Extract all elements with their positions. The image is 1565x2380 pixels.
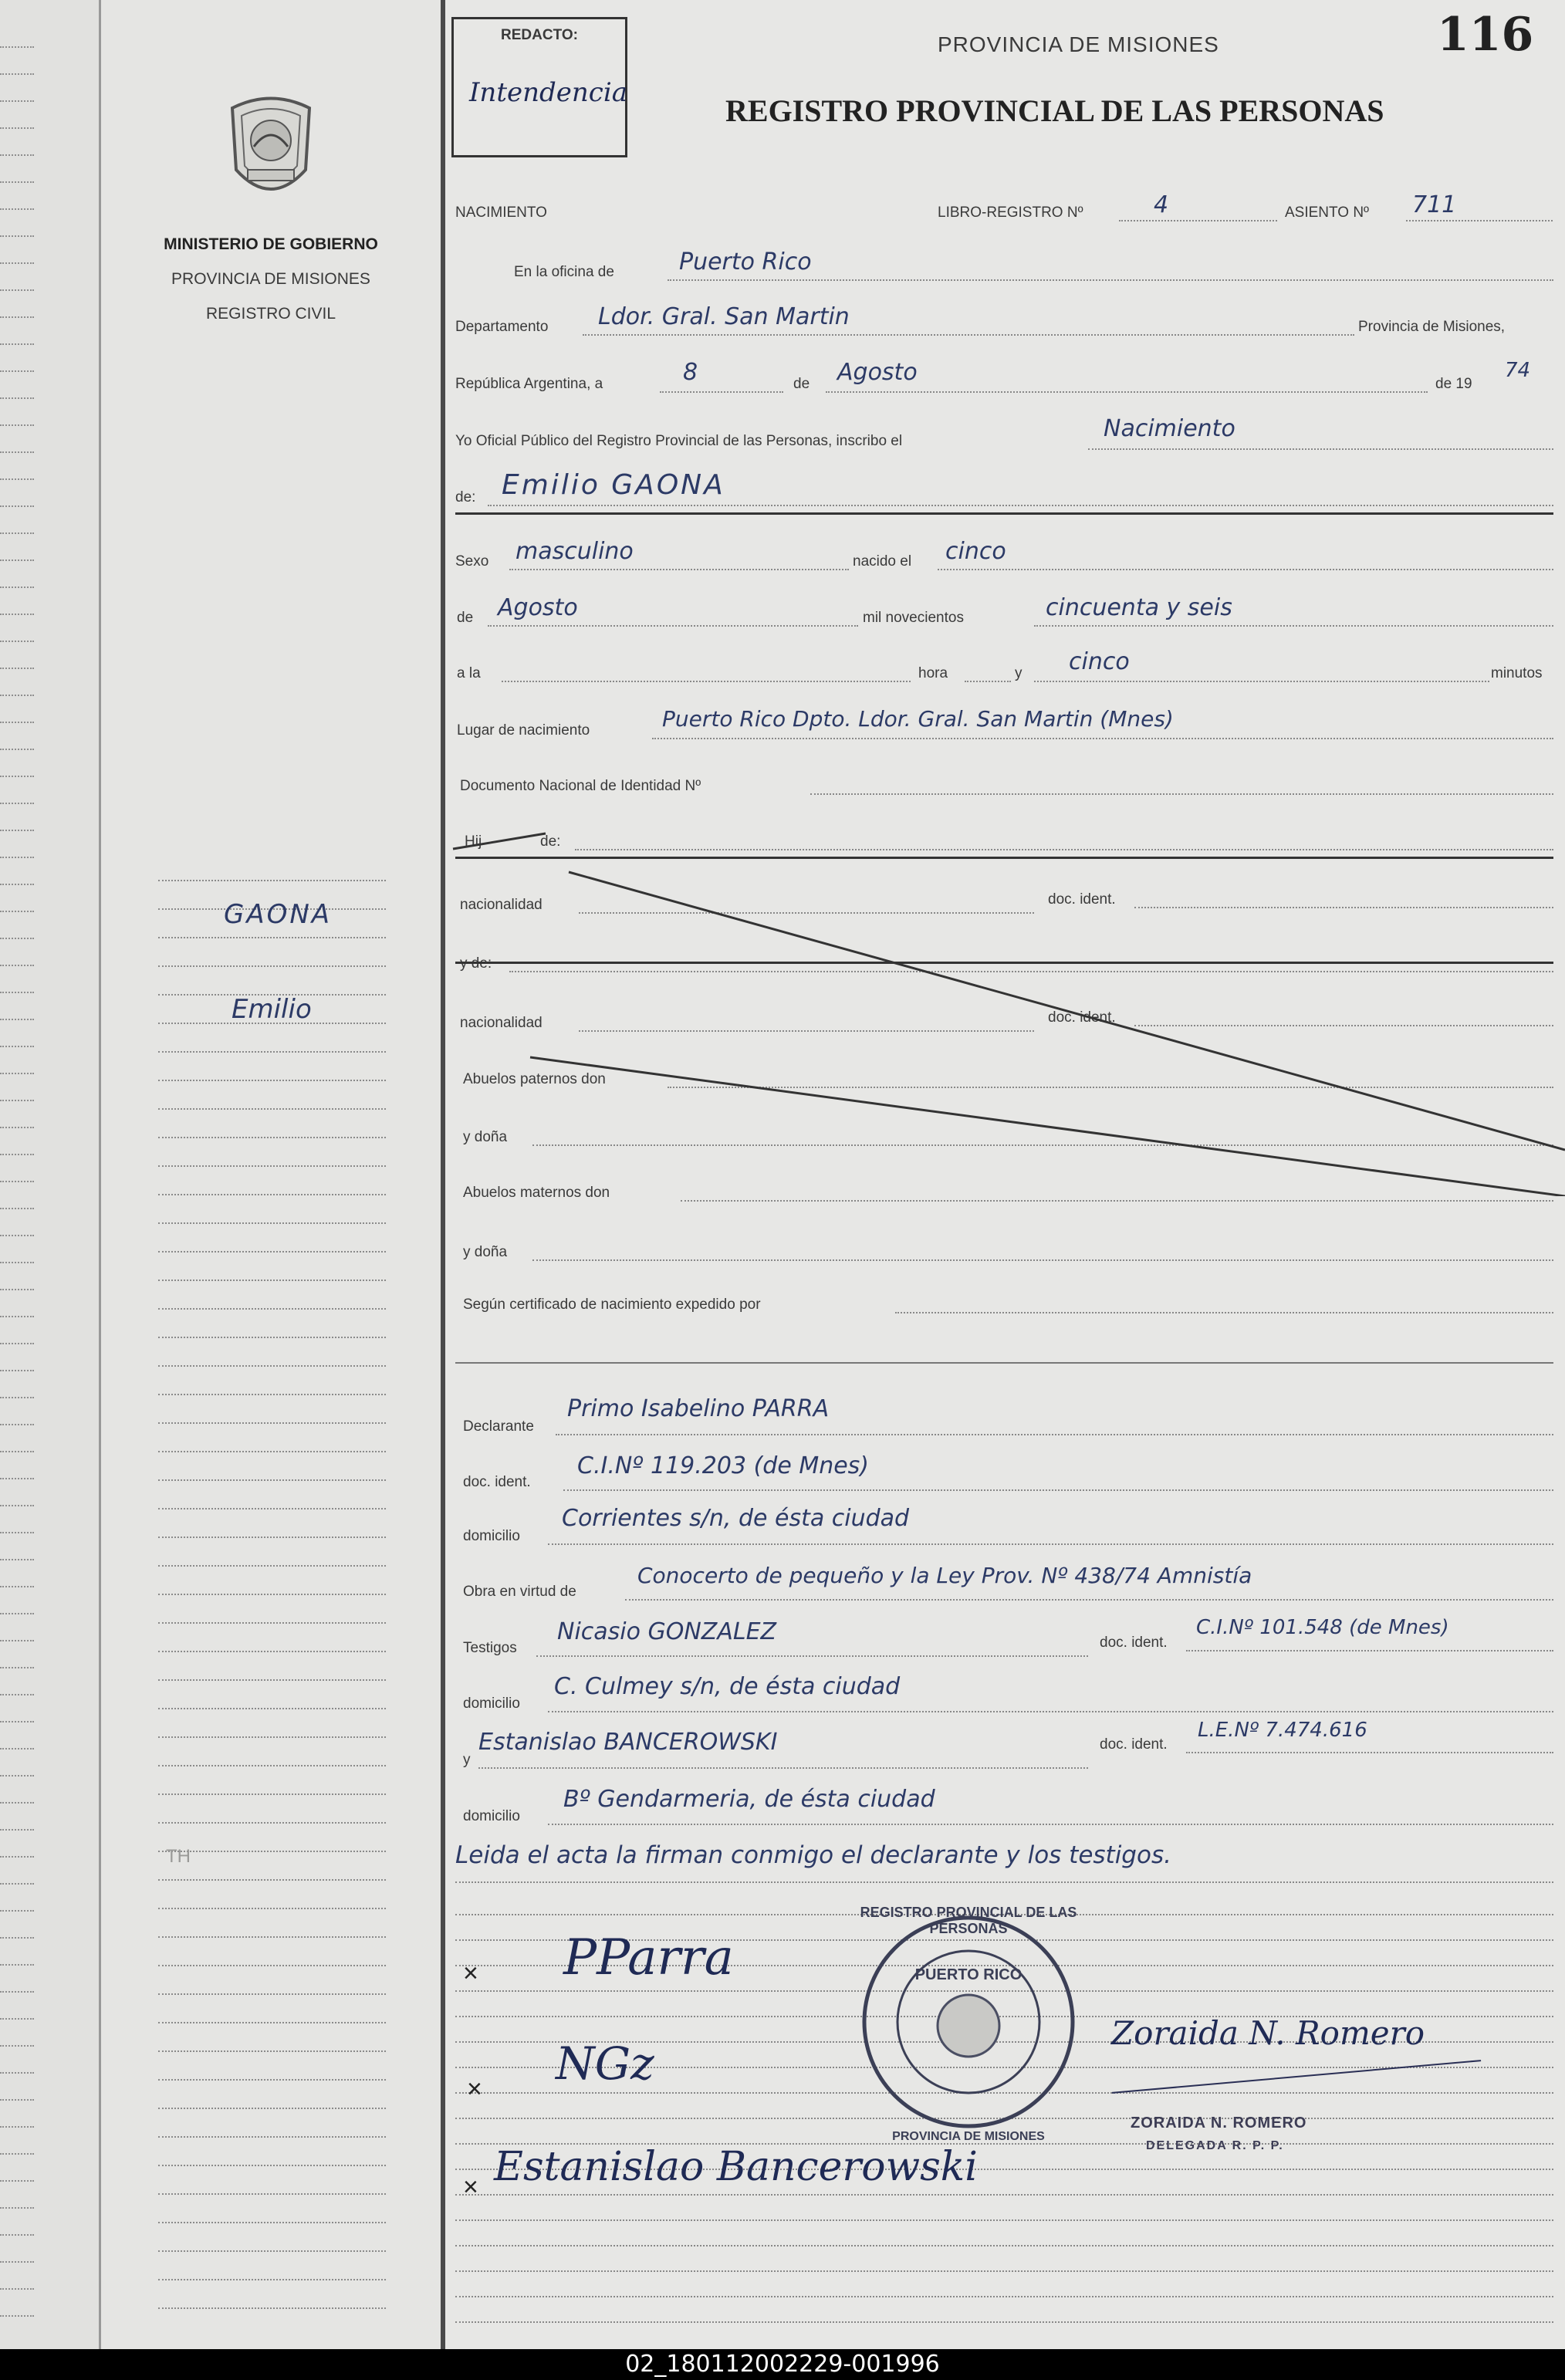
de-label: de (793, 376, 810, 392)
domicilio-label: domicilio (463, 1528, 520, 1544)
left-panel-row (158, 2279, 386, 2280)
left-panel-row (158, 1222, 386, 1224)
stub-row (0, 2180, 34, 2182)
redacto-signature: Intendencia (469, 77, 627, 108)
left-panel-row (158, 2307, 386, 2309)
stub-row (0, 614, 34, 615)
stub-row (0, 316, 34, 318)
sexo-label: Sexo (455, 553, 489, 570)
stub-row (0, 1073, 34, 1074)
coat-of-arms-icon (225, 93, 317, 208)
anio-value: 74 (1505, 359, 1531, 382)
left-panel-row (158, 1422, 386, 1424)
signature-testigo-2: Estanislao Bancerowski (494, 2144, 978, 2190)
stub-row (0, 749, 34, 750)
left-panel-row (158, 880, 386, 881)
left-panel-row (158, 1251, 386, 1253)
ydona-label: y doña (463, 1129, 508, 1145)
nacionalidad2-label: nacionalidad (460, 1015, 543, 1031)
stub-row (0, 46, 34, 48)
stub-row (0, 2072, 34, 2074)
stub-row (0, 1937, 34, 1939)
registry-title: REGISTRO PROVINCIAL DE LAS PERSONAS (725, 93, 1384, 128)
de-nombre-label: de: (455, 489, 476, 505)
libro-label: LIBRO-REGISTRO Nº (938, 205, 1083, 221)
stub-row (0, 1208, 34, 1209)
mes-value: Agosto (837, 359, 918, 386)
stub-row (0, 1910, 34, 1912)
minutos-value: cinco (1069, 648, 1130, 675)
departamento-label: Departamento (455, 319, 549, 335)
abuelos-p-label: Abuelos paternos don (463, 1071, 606, 1087)
doc-ident4-label: doc. ident. (1100, 1635, 1168, 1651)
stub-row (0, 343, 34, 345)
mil-label: mil novecientos (863, 610, 964, 626)
nombre-value: Emilio GAONA (502, 469, 725, 501)
stub-row (0, 1046, 34, 1047)
stub-row (0, 1667, 34, 1668)
doc-ident2-label: doc. ident. (1048, 1009, 1116, 1026)
left-panel-row (158, 1965, 386, 1966)
stub-row (0, 1019, 34, 1020)
stub-row (0, 1964, 34, 1966)
stub-row (0, 1316, 34, 1317)
stub-row (0, 776, 34, 777)
domicilio2-value: C. Culmey s/n, de ésta ciudad (554, 1673, 901, 1700)
left-panel-row (158, 1337, 386, 1338)
stub-row (0, 505, 34, 507)
official-name: ZORAIDA N. ROMERO (1131, 2115, 1307, 2132)
stub-row (0, 1478, 34, 1479)
ydona2-label: y doña (463, 1244, 508, 1260)
page-number: 116 (1437, 8, 1534, 62)
official-signature: Zoraida N. Romero (1111, 2014, 1425, 2052)
dni-label: Documento Nacional de Identidad Nº (460, 778, 701, 794)
province-label: PROVINCIA DE MISIONES (171, 270, 370, 288)
y-label: y (1015, 665, 1022, 681)
stub-row (0, 2018, 34, 2020)
left-panel-row (158, 1108, 386, 1110)
oficial-text: Yo Oficial Público del Registro Provincial de las Personas, inscribo el (455, 433, 903, 449)
asiento-value: 711 (1412, 191, 1457, 218)
stub-row (0, 73, 34, 75)
stub-row (0, 1856, 34, 1858)
stub-row (0, 1613, 34, 1614)
stub-row (0, 1991, 34, 1993)
image-id-footer: 02_180112002229-001996 (0, 2349, 1565, 2380)
x-mark-3: × (463, 2172, 478, 2202)
stub-row (0, 2153, 34, 2155)
stub-row (0, 587, 34, 588)
left-panel-row (158, 1565, 386, 1567)
testigos-label: Testigos (463, 1640, 517, 1656)
lugar-value: Puerto Rico Dpto. Ldor. Gral. San Martin (Mnes) (662, 706, 1174, 732)
stub-row (0, 1883, 34, 1885)
left-panel-row (158, 1451, 386, 1452)
hora-label: hora (918, 665, 948, 681)
stub-row (0, 830, 34, 831)
left-panel-row (158, 2108, 386, 2109)
left-panel-row (158, 1394, 386, 1395)
declarante-value: Primo Isabelino PARRA (567, 1395, 830, 1422)
stub-row (0, 1424, 34, 1425)
margin-mark: TH (166, 1846, 191, 1867)
stub-row (0, 722, 34, 723)
oficina-value: Puerto Rico (679, 248, 812, 276)
left-panel-row (158, 965, 386, 967)
stub-row (0, 2099, 34, 2101)
left-panel-row (158, 2050, 386, 2052)
x-mark-2: × (467, 2074, 482, 2104)
registry-civil-label: REGISTRO CIVIL (205, 305, 336, 323)
stub-row (0, 911, 34, 912)
provincia-suffix: Provincia de Misiones, (1358, 319, 1506, 335)
stub-row (0, 181, 34, 183)
stub-row (0, 884, 34, 885)
stub-row (0, 2126, 34, 2128)
stub-row (0, 2207, 34, 2209)
left-panel-row (158, 1679, 386, 1681)
stub-row (0, 289, 34, 291)
stub-row (0, 1505, 34, 1506)
left-panel-row (158, 1822, 386, 1824)
left-panel-row (158, 1765, 386, 1766)
redacto-label: REDACTO: (501, 27, 578, 43)
stub-row (0, 370, 34, 372)
departamento-value: Ldor. Gral. San Martin (598, 303, 850, 330)
strike-lines (445, 826, 1565, 1196)
province-header: PROVINCIA DE MISIONES (938, 32, 1219, 56)
left-panel-row (158, 1708, 386, 1709)
left-panel-row (158, 1851, 386, 1852)
index-given-name: Emilio (232, 994, 312, 1025)
left-panel-row (158, 1908, 386, 1909)
stub-row (0, 262, 34, 264)
stub-row (0, 1532, 34, 1533)
libro-value: 4 (1154, 191, 1169, 218)
doc-ident5-label: doc. ident. (1100, 1736, 1168, 1753)
sexo-value: masculino (515, 538, 634, 565)
stub-row (0, 424, 34, 426)
obra-label: Obra en virtud de (463, 1584, 576, 1600)
signature-row (455, 2321, 1553, 2323)
stub-row (0, 992, 34, 993)
leida-text: Leida el acta la firman conmigo el declarante y los testigos. (455, 1841, 1171, 1869)
segun-label: Según certificado de nacimiento expedido por (463, 1296, 761, 1313)
asiento-label: ASIENTO Nº (1285, 205, 1369, 221)
left-panel-row (158, 1365, 386, 1367)
stub-row (0, 1397, 34, 1398)
anio-label: de 19 (1435, 376, 1472, 392)
signature-row (455, 2296, 1553, 2297)
mes2-value: Agosto (498, 594, 578, 621)
stub-row (0, 397, 34, 399)
left-panel-row (158, 2079, 386, 2081)
oficial-value: Nacimiento (1104, 415, 1235, 442)
stub-row (0, 1559, 34, 1560)
left-panel (101, 0, 441, 2349)
stub-row (0, 938, 34, 939)
testigo2-value: Estanislao BANCEROWSKI (478, 1729, 778, 1756)
stub-row (0, 2234, 34, 2236)
stub-row (0, 1181, 34, 1182)
signature-row (455, 2270, 1553, 2272)
stub-row (0, 1748, 34, 1750)
doc-ident3-value: C.I.Nº 119.203 (de Mnes) (577, 1452, 870, 1479)
signature-row (455, 2245, 1553, 2246)
stub-row (0, 1829, 34, 1831)
doc-ident-label: doc. ident. (1048, 891, 1116, 908)
left-panel-row (158, 1594, 386, 1595)
domicilio-value: Corrientes s/n, de ésta ciudad (562, 1505, 910, 1532)
stub-row (0, 1802, 34, 1804)
official-seal (857, 1875, 1080, 2176)
left-panel-row (158, 937, 386, 938)
left-panel-row (158, 1137, 386, 1138)
testigo2-doc: L.E.Nº 7.474.616 (1198, 1719, 1367, 1742)
nacionalidad-label: nacionalidad (460, 897, 543, 913)
nacimiento-label: NACIMIENTO (455, 205, 547, 221)
republica-label: República Argentina, a (455, 376, 603, 392)
left-stub-strip (0, 0, 99, 2349)
stub-row (0, 478, 34, 480)
left-panel-row (158, 2250, 386, 2252)
nacido-label: nacido el (853, 553, 912, 570)
left-panel-row (158, 1537, 386, 1538)
testigo1-doc: C.I.Nº 101.548 (de Mnes) (1196, 1616, 1449, 1639)
stub-row (0, 100, 34, 102)
left-panel-row (158, 1936, 386, 1938)
testigo1-value: Nicasio GONZALEZ (557, 1618, 777, 1645)
declarante-label: Declarante (463, 1418, 534, 1435)
y2-label: y (463, 1752, 471, 1768)
obra-value: Conocerto de pequeño y la Ley Prov. Nº 438/74 Amnistía (637, 1563, 1252, 1588)
left-panel-row (158, 2165, 386, 2166)
stub-row (0, 965, 34, 966)
seal-bottom-text: PROVINCIA DE MISIONES (892, 2130, 1045, 2143)
domicilio3-value: Bº Gendarmeria, de ésta ciudad (563, 1786, 935, 1813)
anio2-value: cincuenta y seis (1046, 594, 1232, 621)
hij-label: Hij (465, 833, 482, 850)
domicilio3-label: domicilio (463, 1808, 520, 1824)
index-surname: GAONA (224, 899, 333, 930)
hij-de-label: de: (540, 833, 561, 850)
stub-row (0, 1127, 34, 1128)
left-panel-row (158, 2222, 386, 2223)
stub-row (0, 2315, 34, 2317)
stub-row (0, 668, 34, 669)
seal-inner-text: PUERTO RICO (914, 1966, 1022, 1983)
doc-ident3-label: doc. ident. (463, 1474, 531, 1490)
left-panel-row (158, 1479, 386, 1481)
minutos-label: minutos (1491, 665, 1543, 681)
official-title: DELEGADA R. P. P. (1146, 2139, 1284, 2152)
stub-row (0, 1289, 34, 1290)
stub-row (0, 1694, 34, 1695)
left-panel-row (158, 1194, 386, 1195)
stub-row (0, 1775, 34, 1777)
nacido-value: cinco (945, 538, 1006, 565)
left-panel-row (158, 1622, 386, 1624)
lugar-label: Lugar de nacimiento (457, 722, 590, 739)
stub-row (0, 641, 34, 642)
de2-label: de (457, 610, 474, 626)
stub-row (0, 857, 34, 858)
stub-row (0, 1262, 34, 1263)
stub-row (0, 1343, 34, 1344)
signature-row (455, 2219, 1553, 2221)
signature-row (455, 2194, 1553, 2196)
left-panel-row (158, 1508, 386, 1509)
left-panel-row (158, 2193, 386, 2195)
stub-row (0, 2288, 34, 2290)
left-panel-row (158, 1080, 386, 1081)
abuelos-m-label: Abuelos maternos don (463, 1185, 610, 1201)
stub-row (0, 695, 34, 696)
stub-row (0, 1370, 34, 1371)
ministry-label: MINISTERIO DE GOBIERNO (164, 235, 378, 253)
stub-row (0, 803, 34, 804)
oficina-label: En la oficina de (514, 264, 614, 280)
stub-row (0, 1100, 34, 1101)
stub-row (0, 1640, 34, 1641)
stub-row (0, 1451, 34, 1452)
ala-label: a la (457, 665, 481, 681)
left-panel-row (158, 1879, 386, 1881)
stub-row (0, 2045, 34, 2047)
stub-row (0, 532, 34, 534)
left-panel-row (158, 1651, 386, 1652)
stub-row (0, 154, 34, 156)
stub-row (0, 1235, 34, 1236)
left-panel-row (158, 1051, 386, 1053)
dia-value: 8 (683, 359, 698, 386)
x-mark-1: × (463, 1959, 478, 1988)
stub-row (0, 1586, 34, 1587)
stub-row (0, 235, 34, 237)
stub-row (0, 451, 34, 453)
left-panel-row (158, 1793, 386, 1795)
signature-declarante: PParra (563, 1929, 734, 1986)
left-panel-row (158, 1308, 386, 1310)
left-panel-row (158, 1993, 386, 1995)
seal-ring-text: REGISTRO PROVINCIAL DE LAS PERSONAS (860, 1905, 1077, 1936)
domicilio2-label: domicilio (463, 1695, 520, 1712)
redacto-box (451, 17, 627, 157)
stub-row (0, 127, 34, 129)
left-panel-row (158, 1165, 386, 1167)
left-panel-row (158, 2136, 386, 2138)
left-panel-row (158, 1736, 386, 1738)
stub-row (0, 1154, 34, 1155)
stub-row (0, 2261, 34, 2263)
left-panel-row (158, 2022, 386, 2023)
stub-row (0, 208, 34, 210)
signature-testigo-1: NGz (556, 2037, 654, 2090)
left-panel-row (158, 1280, 386, 1281)
stub-row (0, 560, 34, 561)
stub-row (0, 1721, 34, 1722)
